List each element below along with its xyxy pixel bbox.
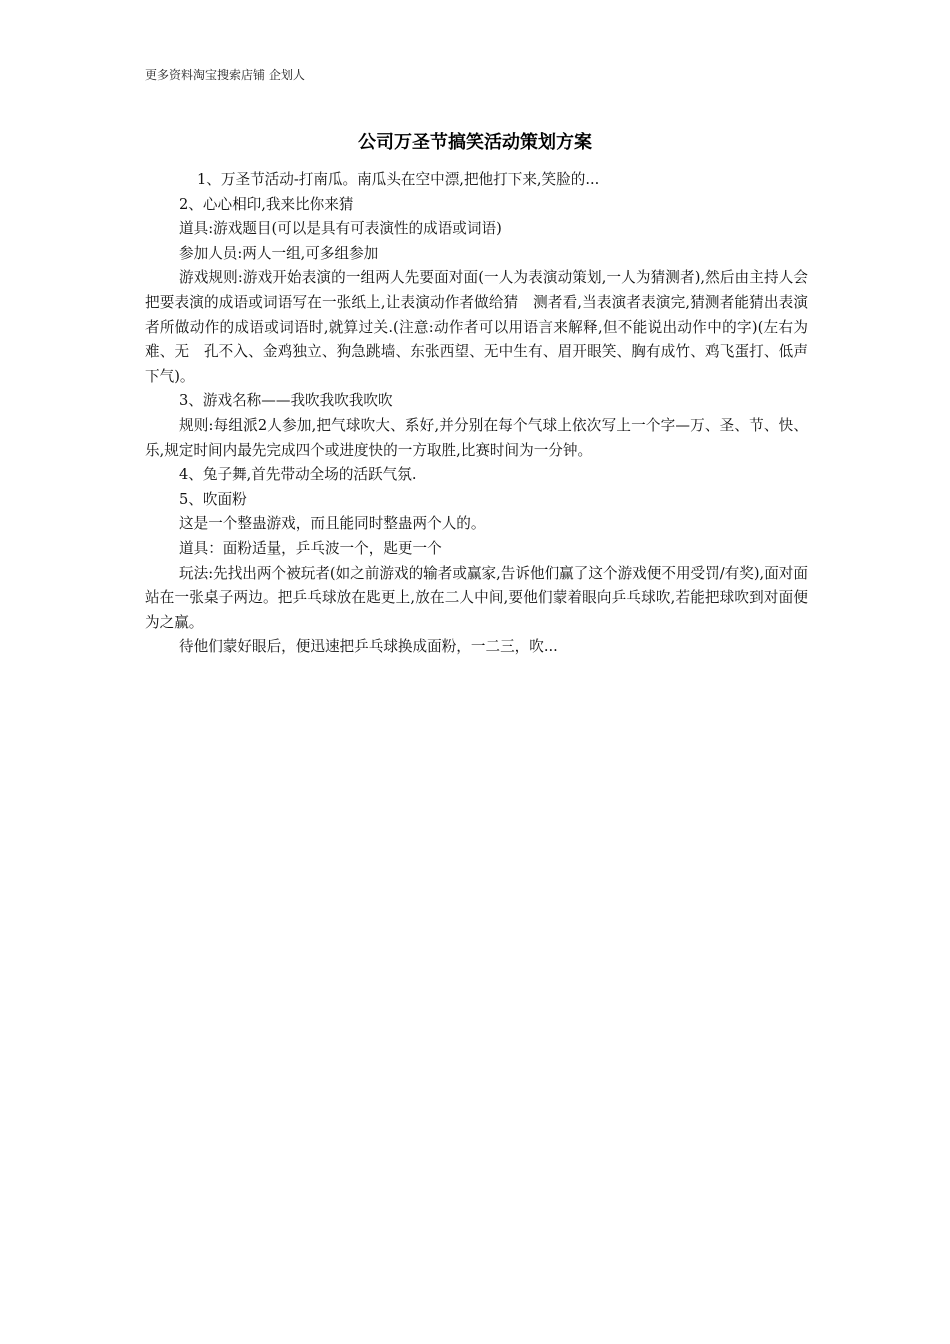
document-title: 公司万圣节搞笑活动策划方案 (358, 132, 592, 153)
paragraph-activity-5-method: 玩法:先找出两个被玩者(如之前游戏的输者或赢家,告诉他们赢了这个游戏便不用受罚/有奖),面对面站在一张桌子两边。把乒乓球放在匙更上,放在二人中间,要他们蒙着眼向乒乓球吹,若能把球吹到对面便为之赢。 (145, 564, 808, 631)
document-body (145, 168, 808, 660)
paragraph-activity-2-heading: 2、心心相印,我来比你来猜 (179, 195, 354, 213)
paragraph-activity-2-rules: 游戏规则:游戏开始表演的一组两人先要面对面(一人为表演动策划,一人为猜测者),然后由主持人会把要表演的成语或词语写在一张纸上,让表演动作者做给猜 测者看,当表演者表演完,猜测者能猜出表演者所做动作的成语或词语时,就算过关.(注意:动作者可以用语言来解释,但不能说出动作中的字)(左右为难、无 孔不入、金鸡独立、狗急跳墙、东张西望、无中生有、眉开眼笑、胸有成竹、鸡飞蛋打、低声下气)。 (145, 269, 808, 385)
paragraph-activity-2-participants: 参加人员:两人一组,可多组参加 (179, 244, 379, 262)
paragraph-activity-4: 4、兔子舞,首先带动全场的活跃气氛. (179, 466, 417, 484)
paragraph-activity-3-heading: 3、游戏名称——我吹我吹我吹吹 (179, 392, 393, 410)
paragraph-activity-5-props: 道具：面粉适量，乒乓波一个，匙更一个 (179, 539, 442, 557)
paragraph-activity-1: 1、万圣节活动-打南瓜。南瓜头在空中漂,把他打下来,笑脸的... (197, 171, 600, 188)
paragraph-activity-5-intro: 这是一个整蛊游戏，而且能同时整蛊两个人的。 (179, 515, 486, 533)
paragraph-activity-5-ending: 待他们蒙好眼后，便迅速把乒乓球换成面粉，一二三，吹... (179, 638, 558, 656)
paragraph-activity-2-props: 道具:游戏题目(可以是具有可表演性的成语或词语) (179, 220, 502, 238)
paragraph-activity-5-heading: 5、吹面粉 (179, 490, 247, 508)
paragraph-activity-3-rules: 规则:每组派2人参加,把气球吹大、系好,并分别在每个气球上依次写上一个字—万、圣、节、快、乐,规定时间内最先完成四个或进度快的一方取胜,比赛时间为一分钟。 (145, 416, 808, 459)
page-header-text: 更多资料淘宝搜索店铺 企划人 (145, 68, 305, 82)
